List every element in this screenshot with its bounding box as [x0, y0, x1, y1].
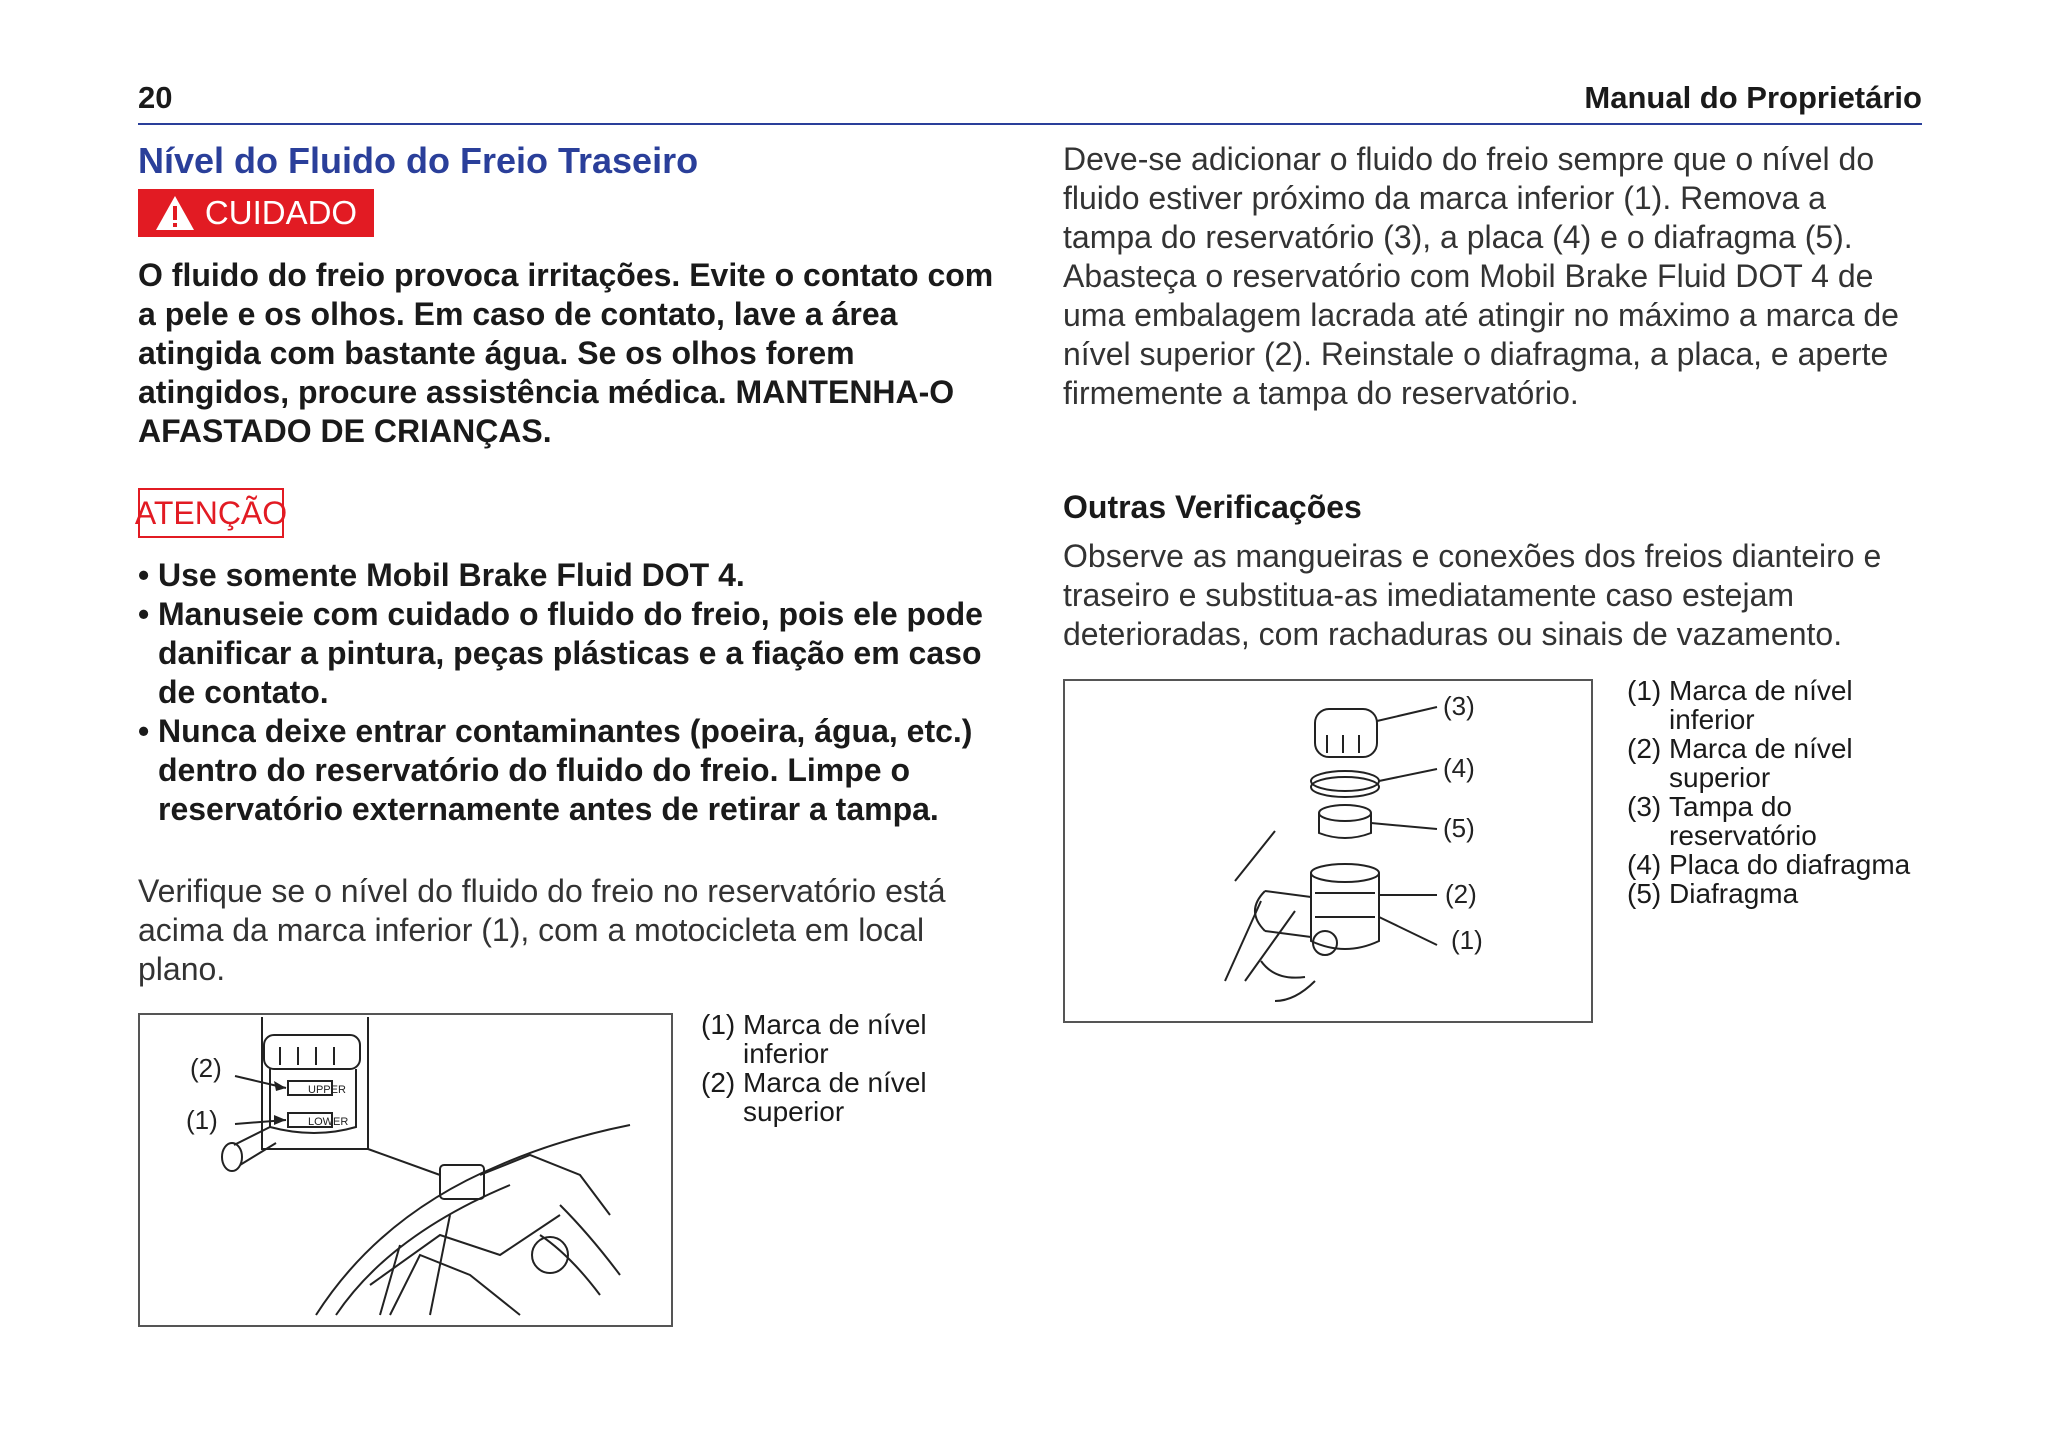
figure2-legend [1627, 676, 1927, 908]
attention-item: • Use somente Mobil Brake Fluid DOT 4. [138, 556, 1008, 595]
figure1-legend [701, 1010, 961, 1126]
attention-item: • Nunca deixe entrar contaminantes (poeira, água, etc.) dentro do reservatório do fluido do freio. Limpe o reservatório externamente antes de retirar a tampa. [138, 712, 1008, 829]
header-rule [138, 123, 1922, 125]
legend-item: (3) Tampa do reservatório [1627, 791, 1817, 851]
check-paragraph: Verifique se o nível do fluido do freio no reservatório está acima da marca inferior (1), com a motocicleta em local plano. [138, 873, 946, 987]
legend-item: (5) Diafragma [1627, 878, 1799, 909]
reservoir-illustration [138, 1013, 673, 1327]
page-number: 20 [138, 80, 173, 115]
reservoir-exploded-illustration [1063, 679, 1593, 1023]
refill-paragraph: Deve-se adicionar o fluido do freio sempre que o nível do fluido estiver próximo da marca inferior (1). Remova a tampa do reservatório (3), a placa (4) e o diafragma (5). Abasteça o reservatório com Mobil Brake Fluid DOT 4 de uma embalagem lacrada até atingir no máximo a marca de nível superior (2). Reinstale o diafragma, a placa, e aperte firmemente a tampa do reservatório. [1063, 141, 1899, 411]
legend-item: (4) Placa do diafragma [1627, 849, 1911, 880]
legend-item: (2) Marca de nível superior [1627, 733, 1853, 793]
legend-item: (2) Marca de nível superior [701, 1067, 927, 1127]
callout-1: (1) [186, 1105, 218, 1135]
callout-3: (3) [1443, 691, 1475, 721]
callout-1: (1) [1451, 925, 1483, 955]
manual-title: Manual do Proprietário [1584, 80, 1922, 115]
other-checks-text: Observe as mangueiras e conexões dos freios dianteiro e traseiro e substitua-as imediatamente caso estejam deterioradas, com rachaduras ou sinais de vazamento. [1063, 538, 1882, 652]
legend-item: (1) Marca de nível inferior [1627, 675, 1853, 735]
legend-item: (1) Marca de nível inferior [701, 1009, 927, 1069]
callout-5: (5) [1443, 813, 1475, 843]
callout-4: (4) [1443, 753, 1475, 783]
callout-2: (2) [1445, 879, 1477, 909]
reservoir-drawing [140, 1015, 671, 1325]
caution-text: O fluido do freio provoca irritações. Evite o contato com a pele e os olhos. Em caso de contato, lave a área atingida com bastante água. Se os olhos forem atingidos, procure assistência médica. MANTENHA-O AFASTADO DE CRIANÇAS. [138, 257, 994, 449]
attention-badge: ATENÇÃO [138, 488, 284, 538]
caution-label: CUIDADO [204, 194, 358, 231]
section-title: Nível do Fluido do Freio Traseiro [138, 140, 699, 181]
other-checks-title: Outras Verificações [1063, 489, 1362, 525]
upper-label: UPPER [308, 1084, 346, 1096]
attention-item: • Manuseie com cuidado o fluido do freio, pois ele pode danificar a pintura, peças plásticas e a fiação em caso de contato. [138, 595, 1008, 712]
exploded-drawing [1065, 681, 1591, 1021]
callout-2: (2) [190, 1053, 222, 1083]
attention-list [138, 556, 1008, 829]
warning-triangle-icon [155, 195, 195, 231]
caution-badge [138, 189, 374, 237]
lower-label: LOWER [308, 1116, 349, 1128]
